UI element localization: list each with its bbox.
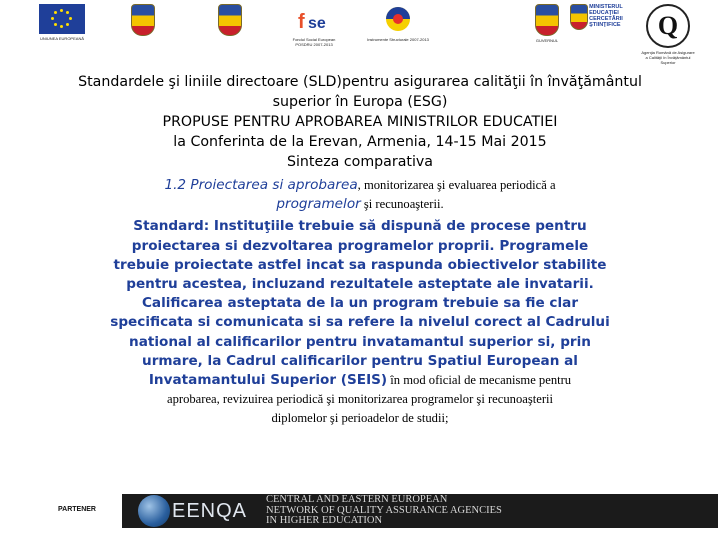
ministry-education-crest-icon (570, 4, 588, 30)
fse-caption: Fondul Social European POSDRU 2007-2013 (292, 37, 336, 47)
banner-line-2: NETWORK OF QUALITY ASSURANCE AGENCIES (266, 504, 502, 516)
aracis-logo (640, 4, 696, 65)
aracis-quality-icon: Q (646, 4, 690, 48)
heading-small-1: , monitorizarea şi evaluarea periodică a (357, 178, 556, 192)
title-line-4: la Conferinta de la Erevan, Armenia, 14-15 Mai 2015 (173, 134, 547, 150)
svg-text:f: f (298, 11, 305, 33)
header-logos (0, 0, 720, 65)
eu-flag-logo (34, 4, 90, 41)
title-line-2: superior în Europa (ESG) (272, 94, 448, 110)
banner-line-1: CENTRAL AND EASTERN EUROPEAN (266, 494, 448, 505)
structural-instruments-icon (376, 4, 420, 34)
standard-text: Standard: Instituţiile trebuie să dispună de procese pentru proiectarea si dezvoltarea programelor proprii. Programele trebuie proiectate astfel incat sa raspunda obiectivelor stabilite pentru acestea, incluzand rezultatele asteptate ale invatarii. Calificarea asteptata de la un program trebuie sa fie clar specificata si comunicata si sa refere la nivelul corect al Cadrului national al calificarilor pentru invatamantul superior si, prin urmare, la Cadrul calificarilor pentru Spatiul European al Invatamantului Superior (SEIS) (110, 218, 610, 389)
heading-italic-2: programelor (276, 196, 361, 213)
tail-text-3: diplomelor şi perioadelor de studii; (271, 411, 449, 426)
globe-icon (138, 495, 170, 527)
standard-paragraph (110, 217, 610, 428)
ceenqa-banner (122, 494, 718, 528)
partener-label: PARTENER (58, 506, 96, 513)
heading-italic-1: 1.2 Proiectarea si aprobarea (164, 177, 358, 193)
government-crest-logo (128, 4, 158, 36)
eu-caption: UNIUNEA EUROPEANĂ (39, 36, 84, 41)
ministry-crest-icon (218, 4, 242, 36)
heading-small-2: şi recunoaşterii. (360, 197, 444, 212)
eenqa-label: EENQA (172, 500, 248, 522)
fse-logo-icon (294, 4, 334, 34)
aracis-caption: Agenţia Română de Asigurare a Calităţii în Învăţământul Superior (641, 50, 695, 65)
banner-line-3: IN HIGHER EDUCATION (266, 515, 383, 526)
title-line-3: PROPUSE PENTRU APROBAREA MINISTRILOR EDUCATIEI (162, 114, 558, 130)
tail-text-1: în mod oficial de mecanisme pentru (387, 373, 572, 388)
svg-text:se: se (308, 15, 326, 32)
slide-title (30, 72, 690, 172)
tail-text-2: aprobarea, revizuirea periodică şi monitorizarea programelor şi recunoaşterii (166, 392, 554, 407)
banner-text (266, 495, 502, 527)
eu-flag-icon (39, 4, 85, 34)
structural-instruments-logo (366, 4, 430, 42)
ministry-education-caption: MINISTERUL EDUCAŢIEI CERCETĂRII ŞTIINŢIFICE (589, 4, 623, 28)
section-body (110, 176, 610, 429)
guvernul-caption: GUVERNUL (535, 38, 559, 43)
fse-logo (284, 4, 344, 47)
government-crest-icon (131, 4, 155, 36)
ministry-education-logo (570, 4, 623, 30)
structural-instruments-caption: Instrumente Structurale 2007-2013 (367, 37, 429, 42)
guvernul-logo (532, 4, 562, 43)
title-line-5: Sinteza comparativa (286, 154, 433, 170)
ministry-crest-logo (215, 4, 245, 36)
title-line-1: Standardele şi liniile directoare (SLD)pentru asigurarea calităţii în învăţământul (78, 74, 642, 90)
section-heading (110, 176, 610, 214)
guvernul-crest-icon (535, 4, 559, 36)
